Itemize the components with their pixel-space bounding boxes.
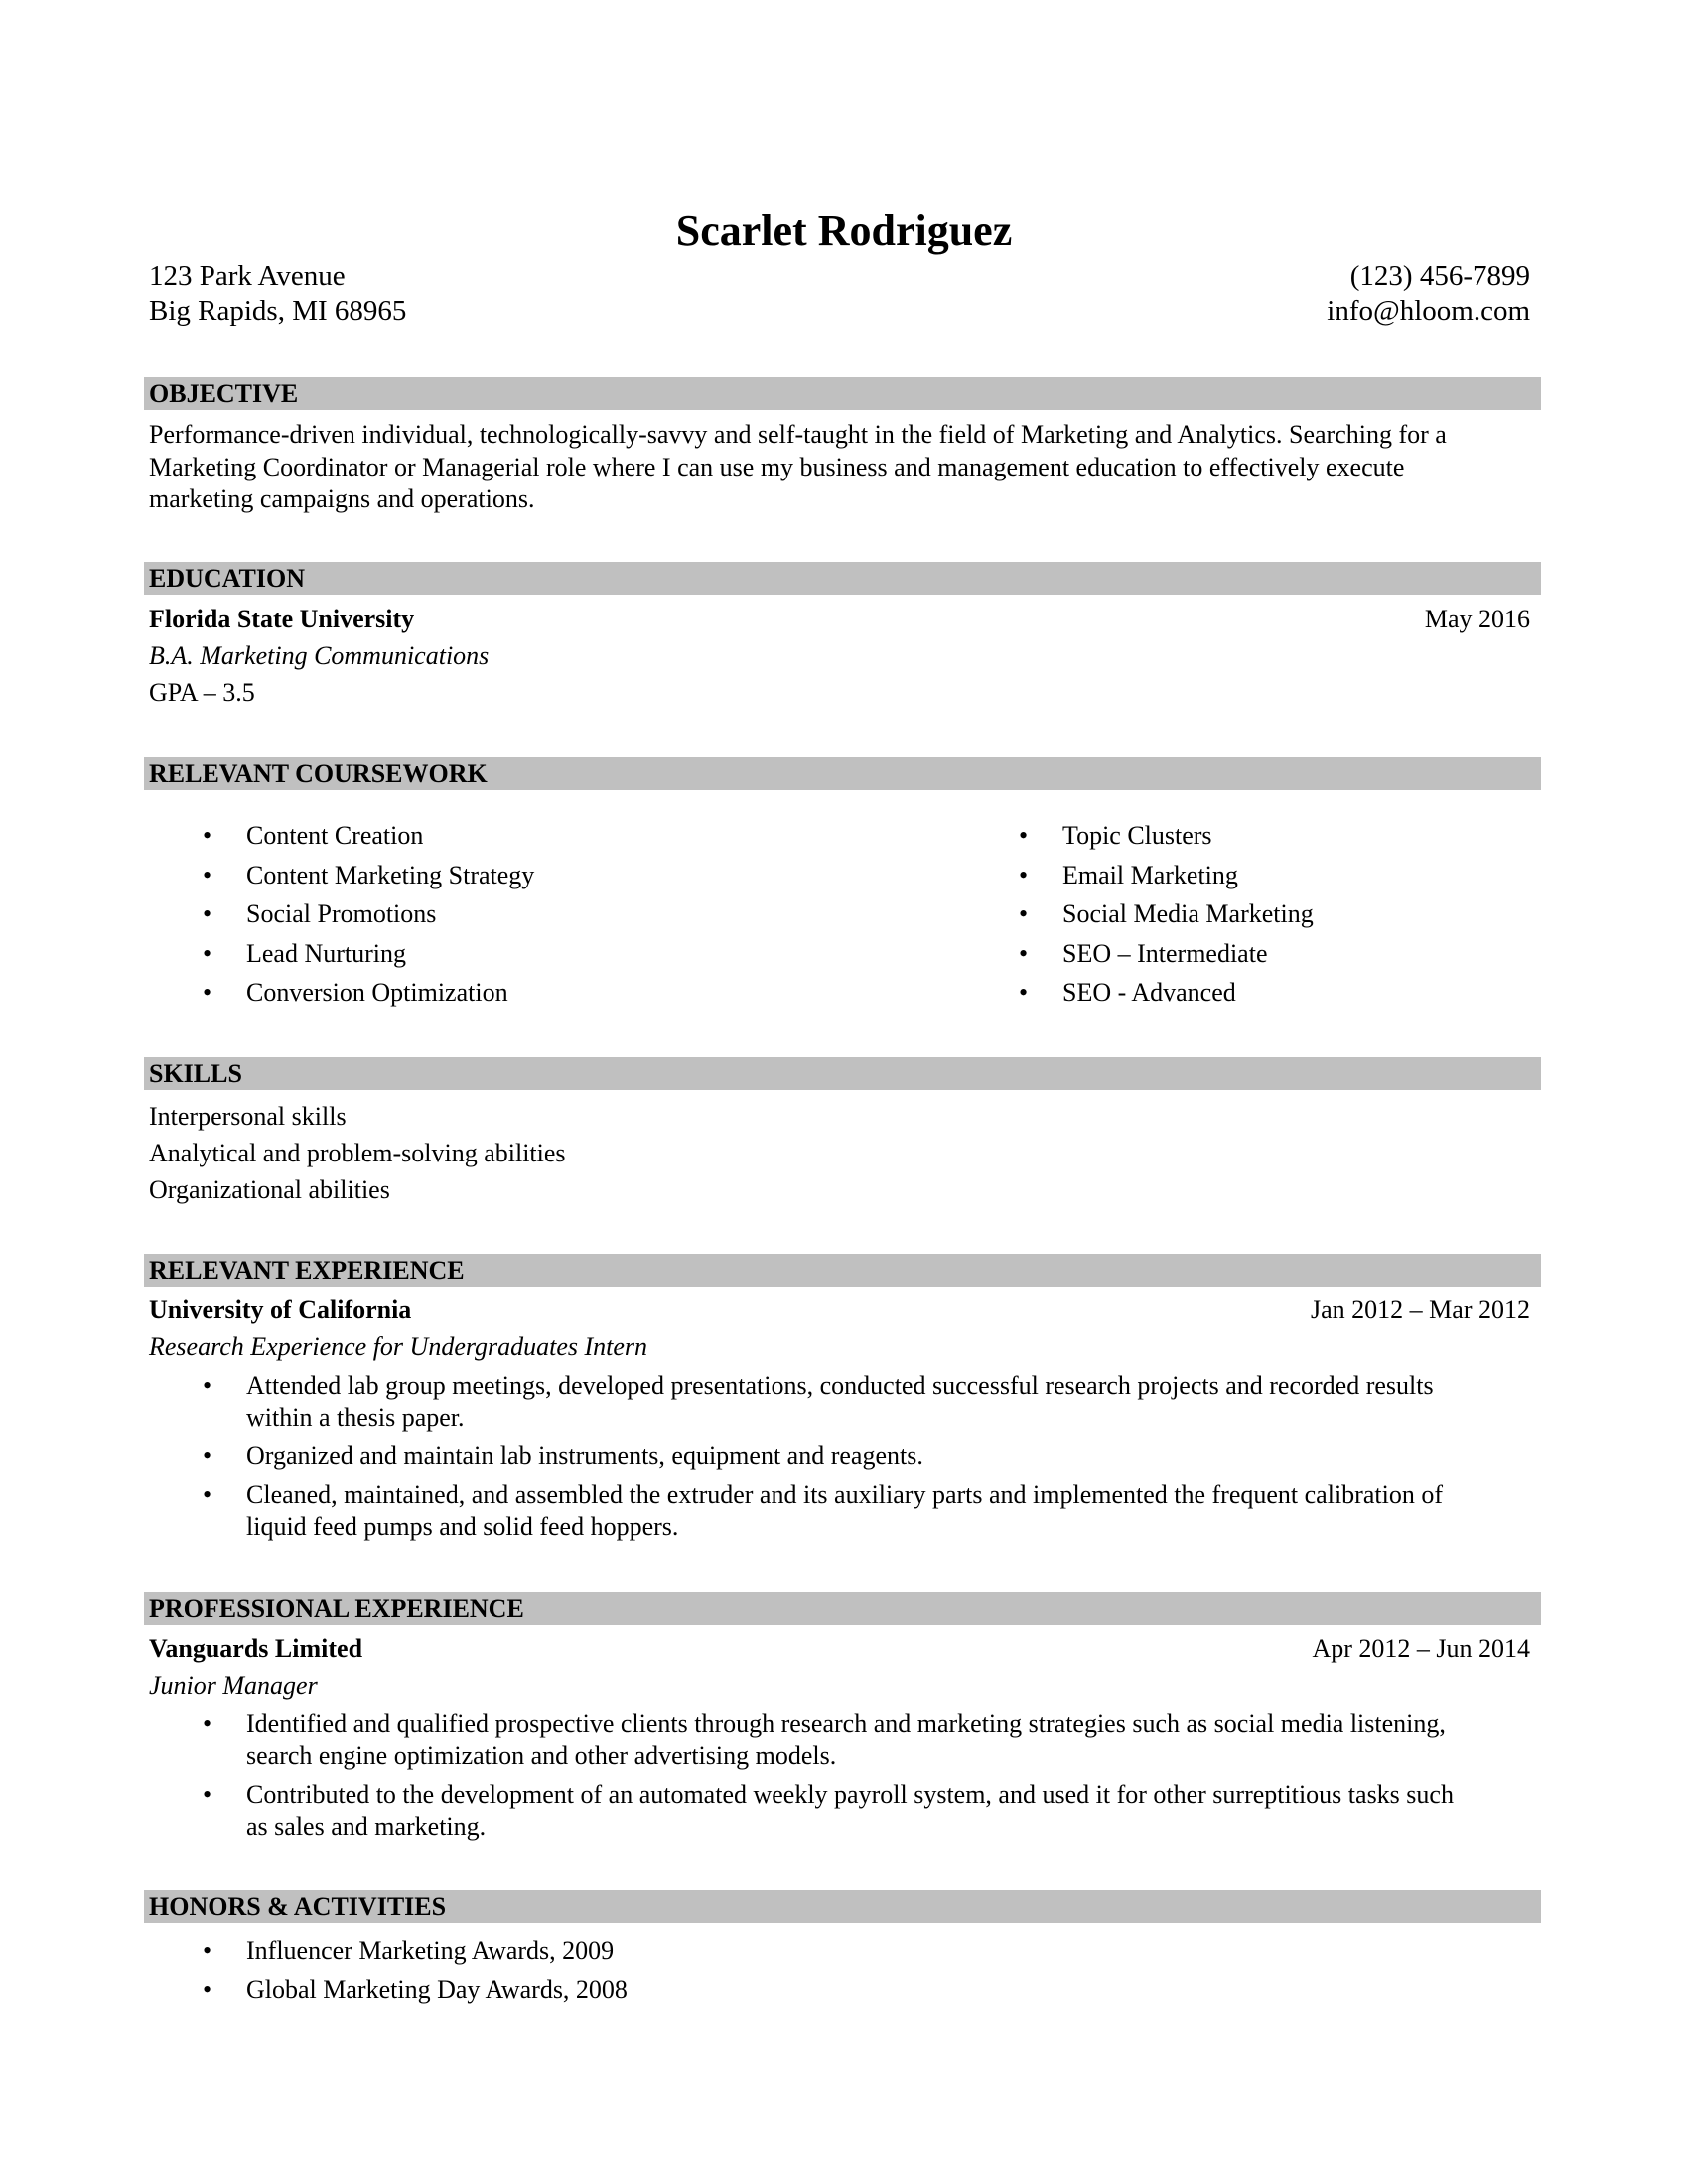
professional-org-name: Vanguards Limited — [149, 1634, 363, 1663]
address-line-1: 123 Park Avenue — [149, 260, 346, 292]
coursework-heading: RELEVANT COURSEWORK — [149, 759, 488, 788]
professional-experience-heading-band — [144, 1592, 1541, 1625]
list-item: • Content Creation — [149, 816, 534, 856]
honors-heading: HONORS & ACTIVITIES — [149, 1892, 447, 1921]
list-item: • Social Promotions — [149, 894, 534, 934]
list-item: • Global Marketing Day Awards, 2008 — [149, 1971, 628, 2010]
coursework-heading-band — [144, 757, 1541, 790]
relevant-experience-heading: RELEVANT EXPERIENCE — [149, 1256, 465, 1285]
list-item: • Topic Clusters — [965, 816, 1314, 856]
objective-line: Marketing Coordinator or Managerial role where I can use my business and management education to effectively execute — [149, 452, 1405, 481]
school-name: Florida State University — [149, 605, 415, 633]
coursework-list-right — [965, 816, 1314, 1013]
coursework-list-left — [149, 816, 534, 1013]
list-item: • Lead Nurturing — [149, 934, 534, 974]
degree: B.A. Marketing Communications — [149, 641, 490, 670]
list-item — [149, 1479, 1541, 1543]
bullet-line: • Identified and qualified prospective clients through research and marketing strategies such as social media listening, — [246, 1709, 1446, 1738]
bullet-line: • Cleaned, maintained, and assembled the extruder and its auxiliary parts and implemented the frequent calibration of — [246, 1480, 1443, 1509]
list-item — [149, 1370, 1541, 1433]
bullet-line: • Contributed to the development of an automated weekly payroll system, and used it for other surreptitious tasks such — [246, 1780, 1454, 1809]
honors-list — [149, 1931, 628, 2009]
relevant-experience-bullets — [149, 1370, 1541, 1543]
list-item: • Content Marketing Strategy — [149, 856, 534, 895]
bullet-line: liquid feed pumps and solid feed hoppers. — [246, 1512, 679, 1541]
bullet-line: within a thesis paper. — [246, 1403, 465, 1432]
list-item — [149, 1708, 1541, 1772]
address-line-2: Big Rapids, MI 68965 — [149, 295, 407, 327]
objective-heading: OBJECTIVE — [149, 379, 299, 408]
phone-number: (123) 456-7899 — [1349, 260, 1530, 292]
bullet-line: • Attended lab group meetings, developed presentations, conducted successful research projects and recorded results — [246, 1371, 1434, 1400]
professional-role: Junior Manager — [149, 1671, 318, 1700]
professional-dates: Apr 2012 – Jun 2014 — [1312, 1634, 1530, 1663]
list-item: • SEO - Advanced — [965, 973, 1314, 1013]
skills-heading-band — [144, 1057, 1541, 1090]
email-address: info@hloom.com — [1327, 295, 1530, 327]
objective-text — [149, 419, 1539, 516]
list-item: • SEO – Intermediate — [965, 934, 1314, 974]
honors-heading-band — [144, 1890, 1541, 1923]
contact-block — [1327, 259, 1530, 329]
professional-experience-heading: PROFESSIONAL EXPERIENCE — [149, 1594, 524, 1623]
skill-item: Analytical and problem-solving abilities — [149, 1139, 566, 1167]
list-item: • Email Marketing — [965, 856, 1314, 895]
bullet-line: • Organized and maintain lab instruments, equipment and reagents. — [246, 1441, 923, 1470]
graduation-date: May 2016 — [1424, 605, 1530, 633]
bullet-line: search engine optimization and other advertising models. — [246, 1741, 837, 1770]
relevant-experience-heading-band — [144, 1254, 1541, 1287]
objective-line: Performance-driven individual, technologically-savvy and self-taught in the field of Marketing and Analytics. Searching for a — [149, 420, 1447, 449]
skills-list — [149, 1098, 566, 1208]
relevant-role: Research Experience for Undergraduates Intern — [149, 1332, 648, 1361]
gpa: GPA – 3.5 — [149, 678, 255, 707]
relevant-dates: Jan 2012 – Mar 2012 — [1311, 1296, 1530, 1324]
objective-heading-band — [144, 377, 1541, 410]
education-heading: EDUCATION — [149, 564, 305, 593]
professional-experience-bullets — [149, 1708, 1541, 1843]
list-item — [149, 1440, 1541, 1472]
objective-line: marketing campaigns and operations. — [149, 484, 535, 513]
candidate-name: Scarlet Rodriguez — [675, 206, 1013, 255]
skill-item: Interpersonal skills — [149, 1102, 347, 1131]
list-item: • Conversion Optimization — [149, 973, 534, 1013]
list-item: • Social Media Marketing — [965, 894, 1314, 934]
skill-item: Organizational abilities — [149, 1175, 390, 1204]
list-item — [149, 1779, 1541, 1843]
relevant-org-name: University of California — [149, 1296, 412, 1324]
address-block — [149, 259, 406, 329]
bullet-line: as sales and marketing. — [246, 1812, 487, 1841]
education-heading-band — [144, 562, 1541, 595]
list-item: • Influencer Marketing Awards, 2009 — [149, 1931, 628, 1971]
skills-heading: SKILLS — [149, 1059, 242, 1088]
